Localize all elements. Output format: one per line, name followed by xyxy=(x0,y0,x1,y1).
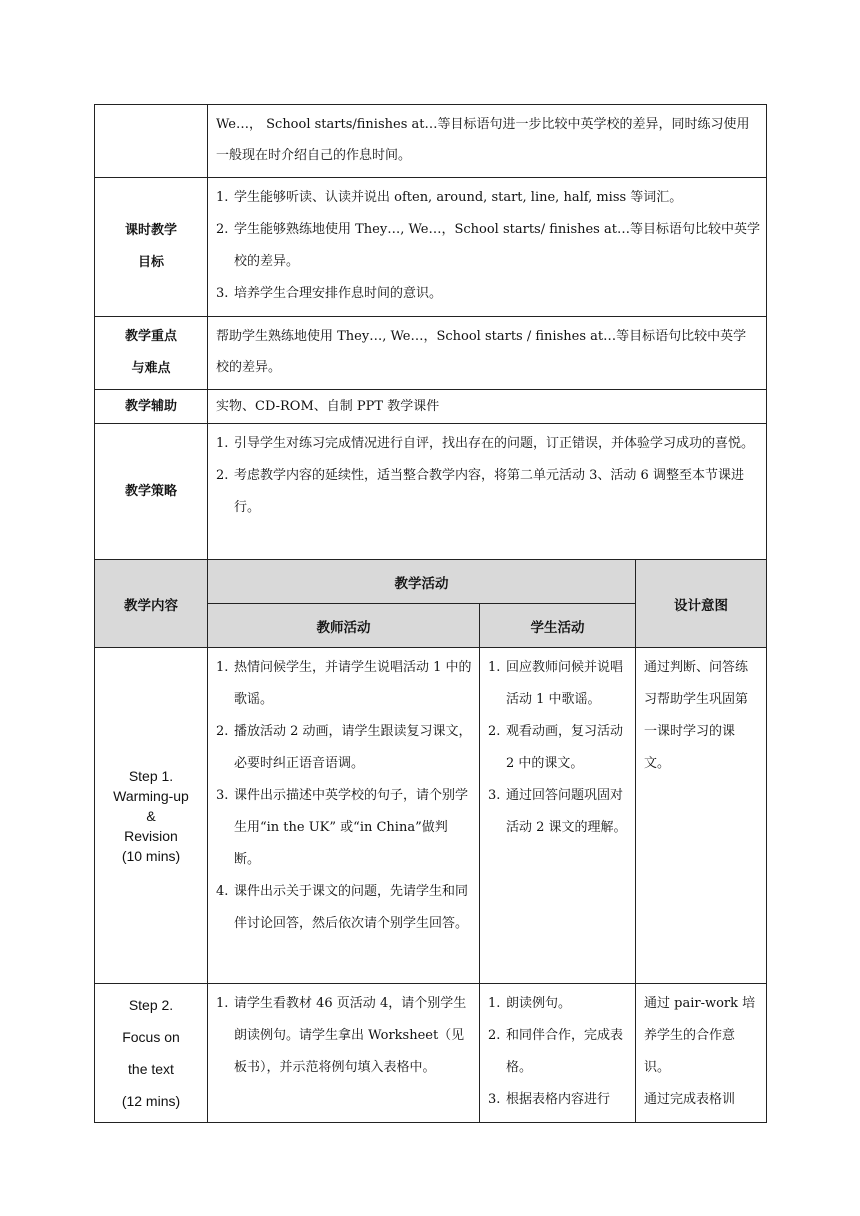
step2-label-line: Focus on xyxy=(122,1029,180,1045)
objectives-list xyxy=(216,182,760,310)
step2-row xyxy=(95,984,767,1123)
objectives-label-line-2: 目标 xyxy=(137,255,164,270)
item-text: 学生能够听读、认读并说出 often, around, start, line, half, miss 等词汇。 xyxy=(234,190,683,205)
strategy-list xyxy=(216,428,760,524)
strategy-label: 教学策略 xyxy=(95,424,208,560)
list-item xyxy=(216,182,760,214)
strategy-row xyxy=(95,424,767,560)
step2-design-cell xyxy=(636,984,767,1123)
header-design: 设计意图 xyxy=(636,560,767,648)
header-row-1 xyxy=(95,560,767,604)
list-item xyxy=(216,278,760,310)
item-number: 3. xyxy=(216,788,229,803)
item-number: 2. xyxy=(216,468,229,483)
list-item xyxy=(488,652,629,716)
step2-label-line: (12 mins) xyxy=(121,1093,181,1109)
list-item xyxy=(488,1084,629,1116)
item-text: 热情问候学生，并请学生说唱活动 1 中的歌谣。 xyxy=(234,660,472,707)
step2-label-line: Step 2. xyxy=(128,997,174,1013)
item-text: 回应教师问候并说唱活动 1 中歌谣。 xyxy=(506,660,624,707)
step2-teacher-cell xyxy=(208,984,480,1123)
item-number: 1. xyxy=(216,996,229,1011)
item-text: 课件出示描述中英学校的句子，请个别学生用“in the UK” 或“in China”做判断。 xyxy=(234,788,469,867)
lesson-plan-table xyxy=(94,104,767,1123)
item-text: 播放活动 2 动画，请学生跟读复习课文，必要时纠正语音语调。 xyxy=(234,724,472,771)
item-number: 1. xyxy=(216,190,229,205)
item-text: 请学生看教材 46 页活动 4，请个别学生朗读例句。请学生拿出 Worksheet（见板书），并示范将例句填入表格中。 xyxy=(234,996,467,1075)
item-number: 2. xyxy=(216,724,229,739)
step1-teacher-list xyxy=(216,652,473,940)
list-item xyxy=(216,428,760,460)
step2-design-line: 通过完成表格训 xyxy=(644,1092,736,1107)
item-number: 2. xyxy=(216,222,229,237)
item-text: 和同伴合作，完成表格。 xyxy=(506,1028,624,1075)
item-text: 课件出示关于课文的问题，先请学生和同伴讨论回答，然后依次请个别学生回答。 xyxy=(234,884,469,931)
item-text: 通过回答问题巩固对活动 2 课文的理解。 xyxy=(506,788,627,835)
item-number: 3. xyxy=(488,788,501,803)
step2-student-cell xyxy=(480,984,636,1123)
list-item xyxy=(488,716,629,780)
step2-label xyxy=(95,984,208,1123)
header-content: 教学内容 xyxy=(95,560,208,648)
item-number: 1. xyxy=(216,436,229,451)
objectives-row xyxy=(95,178,767,317)
continuation-row xyxy=(95,105,767,178)
aids-row xyxy=(95,390,767,424)
item-number: 4. xyxy=(216,884,229,899)
header-teacher: 教师活动 xyxy=(208,604,480,648)
item-number: 3. xyxy=(216,286,229,301)
item-number: 1. xyxy=(216,660,229,675)
list-item xyxy=(488,988,629,1020)
key-points-label xyxy=(95,317,208,390)
list-item xyxy=(216,460,760,524)
continuation-text: We…， School starts/finishes at…等目标语句进一步比较中英学校的差异，同时练习使用一般现在时介绍自己的作息时间。 xyxy=(208,105,767,178)
step2-teacher-list xyxy=(216,988,473,1084)
item-number: 3. xyxy=(488,1092,501,1107)
list-item xyxy=(488,1020,629,1084)
objectives-label-line-1: 课时教学 xyxy=(124,223,177,238)
continuation-label-cell xyxy=(95,105,208,178)
item-number: 2. xyxy=(488,1028,501,1043)
key-points-label-line-2: 与难点 xyxy=(131,361,171,376)
step1-label-line: (10 mins) xyxy=(121,847,181,864)
header-activities: 教学活动 xyxy=(208,560,636,604)
step1-label-line: Step 1. xyxy=(128,767,174,784)
item-number: 2. xyxy=(488,724,501,739)
step1-row xyxy=(95,648,767,984)
step1-teacher-cell xyxy=(208,648,480,984)
item-text: 根据表格内容进行 xyxy=(506,1092,611,1107)
header-student: 学生活动 xyxy=(480,604,636,648)
key-points-text: 帮助学生熟练地使用 They…, We…，School starts / finishes at…等目标语句比较中英学校的差异。 xyxy=(208,317,767,390)
item-text: 培养学生合理安排作息时间的意识。 xyxy=(234,286,443,301)
strategy-list-cell xyxy=(208,424,767,560)
step2-label-line: the text xyxy=(128,1061,174,1077)
step1-label xyxy=(95,648,208,984)
objectives-list-cell xyxy=(208,178,767,317)
aids-text: 实物、CD-ROM、自制 PPT 教学课件 xyxy=(208,390,767,424)
list-item xyxy=(216,652,473,716)
list-item xyxy=(216,780,473,876)
step1-label-line: Warming-up xyxy=(113,787,189,804)
list-item xyxy=(216,988,473,1084)
list-item xyxy=(216,716,473,780)
step1-label-line: Revision xyxy=(124,827,178,844)
item-text: 学生能够熟练地使用 They…, We…，School starts/ finishes at…等目标语句比较中英学校的差异。 xyxy=(234,222,760,269)
item-number: 1. xyxy=(488,660,501,675)
step1-label-line: & xyxy=(146,807,156,824)
aids-label: 教学辅助 xyxy=(95,390,208,424)
step1-student-cell xyxy=(480,648,636,984)
list-item xyxy=(216,214,760,278)
step2-design-line: 通过 pair-work 培养学生的合作意识。 xyxy=(644,996,756,1075)
item-text: 考虑教学内容的延续性，适当整合教学内容，将第二单元活动 3、活动 6 调整至本节课进行。 xyxy=(234,468,744,515)
objectives-label xyxy=(95,178,208,317)
item-text: 观看动画，复习活动 2 中的课文。 xyxy=(506,724,624,771)
item-text: 朗读例句。 xyxy=(506,996,572,1011)
list-item xyxy=(488,780,629,844)
step1-design: 通过判断、问答练习帮助学生巩固第一课时学习的课文。 xyxy=(636,648,767,984)
step2-student-list xyxy=(488,988,629,1116)
step1-student-list xyxy=(488,652,629,844)
key-points-row xyxy=(95,317,767,390)
key-points-label-line-1: 教学重点 xyxy=(124,329,177,344)
item-number: 1. xyxy=(488,996,501,1011)
item-text: 引导学生对练习完成情况进行自评，找出存在的问题，订正错误，并体验学习成功的喜悦。 xyxy=(234,436,755,451)
list-item xyxy=(216,876,473,940)
